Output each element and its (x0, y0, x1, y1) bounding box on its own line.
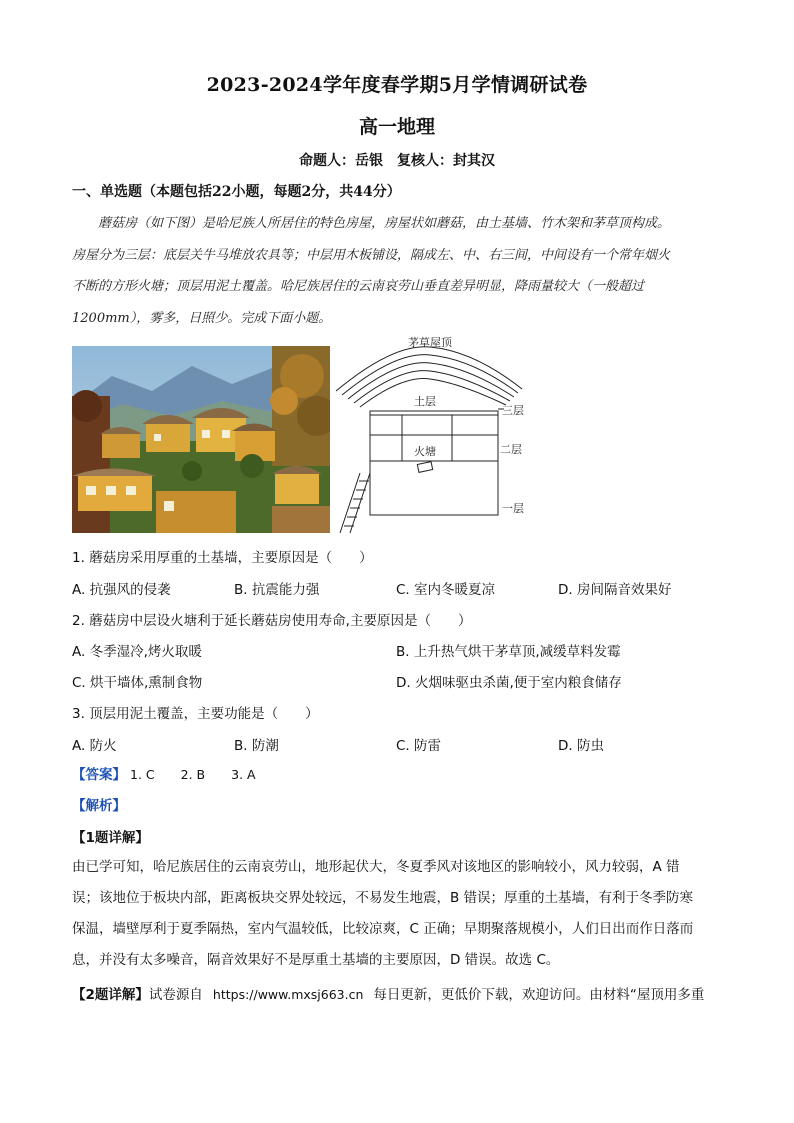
answer-3: 3. A (231, 767, 256, 782)
question-2-option-d[interactable]: D. 火烟味驱虫杀菌,便于室内粮食储存 (396, 675, 622, 691)
detail-2-text: 每日更新，更低价下载，欢迎访问。由材料“屋顶用多重 (373, 987, 705, 1003)
question-3-stem: 3. 顶层用泥土覆盖，主要功能是（ ） (72, 706, 319, 722)
question-1-option-c[interactable]: C. 室内冬暖夏凉 (396, 582, 496, 598)
detail-2-row (72, 983, 732, 1003)
detail-1-line: 由已学可知，哈尼族居住的云南哀劳山，地形起伏大，冬夏季风对该地区的影响较小，风力较弱，A 错 (72, 859, 680, 875)
question-3-option-d[interactable]: D. 防虫 (558, 738, 604, 754)
label-floor-2: 二层 (500, 443, 522, 456)
section-title: 一、单选题（本题包括22小题，每题2分，共44分） (72, 184, 401, 200)
intro-line: 蘑菇房（如下图）是哈尼族人所居住的特色房屋，房屋状如蘑菇，由土基墙、竹木架和茅草顶构成。 (98, 216, 671, 231)
question-2-stem: 2. 蘑菇房中层设火塘利于延长蘑菇房使用寿命,主要原因是（ ） (72, 613, 472, 629)
answer-label: 【答案】 (72, 767, 126, 783)
question-2-option-c[interactable]: C. 烘干墙体,熏制食物 (72, 675, 203, 691)
question-2-option-b[interactable]: B. 上升热气烘干茅草顶,减缓草料发霉 (396, 644, 621, 660)
label-floor-3: 三层 (502, 404, 524, 417)
question-3-option-c[interactable]: C. 防雷 (396, 738, 442, 754)
intro-paragraph (72, 208, 722, 334)
answer-2: 2. B (180, 767, 206, 782)
question-3-option-a[interactable]: A. 防火 (72, 738, 117, 754)
answer-1: 1. C (130, 767, 155, 782)
intro-line: 房屋分为三层：底层关牛马堆放农具等；中层用木板铺设，隔成左、中、右三间，中间设有一个常年烟火 (72, 247, 671, 263)
question-1-option-a[interactable]: A. 抗强风的侵袭 (72, 582, 171, 598)
source-link[interactable]: https://www.mxsj663.cn (212, 987, 364, 1002)
question-1-stem: 1. 蘑菇房采用厚重的土基墙，主要原因是（ ） (72, 550, 373, 566)
detail-2-label: 【2题详解】 (72, 987, 149, 1003)
exam-title: 2023-2024学年度春学期5月学情调研试卷 (206, 74, 588, 96)
question-1-option-d[interactable]: D. 房间隔音效果好 (558, 582, 672, 598)
label-soil-layer: 土层 (414, 395, 436, 408)
exam-authors: 命题人：岳银 复核人：封其汉 (299, 153, 495, 169)
mushroom-house-photo (72, 346, 330, 533)
question-3-option-b[interactable]: B. 防潮 (234, 738, 279, 754)
house-cross-section-diagram (334, 333, 534, 543)
label-floor-1: 一层 (502, 502, 524, 515)
detail-1-label: 【1题详解】 (72, 830, 149, 846)
label-thatched-roof: 茅草屋顶 (408, 336, 452, 349)
detail-2-prefix: 试卷源自 (148, 987, 203, 1003)
answer-row (72, 763, 278, 783)
question-2-option-a[interactable]: A. 冬季湿冷,烤火取暖 (72, 644, 202, 660)
label-fire-pit: 火塘 (414, 445, 436, 458)
analysis-label: 【解析】 (72, 798, 126, 814)
question-1-option-b[interactable]: B. 抗震能力强 (234, 582, 320, 598)
exam-subject: 高一地理 (358, 116, 435, 138)
intro-line: 不断的方形火塘；顶层用泥土覆盖。哈尼族居住的云南哀劳山垂直差异明显，降雨量较大（一般超过 (72, 279, 645, 294)
detail-1-line: 保温，墙壁厚利于夏季隔热，室内气温较低，比较凉爽，C 正确；早期聚落规模小，人们日出而作日落而 (72, 921, 694, 937)
detail-1-line: 息，并没有太多噪音，隔音效果好不是厚重土基墙的主要原因，D 错误。故选 C。 (72, 952, 560, 968)
intro-line: 1200mm），雾多，日照少。完成下面小题。 (72, 310, 332, 326)
detail-1-text (72, 852, 720, 976)
detail-1-line: 误；该地位于板块内部，距离板块交界处较远，不易发生地震，B 错误；厚重的土基墙，有利于冬季防寒 (72, 890, 694, 906)
